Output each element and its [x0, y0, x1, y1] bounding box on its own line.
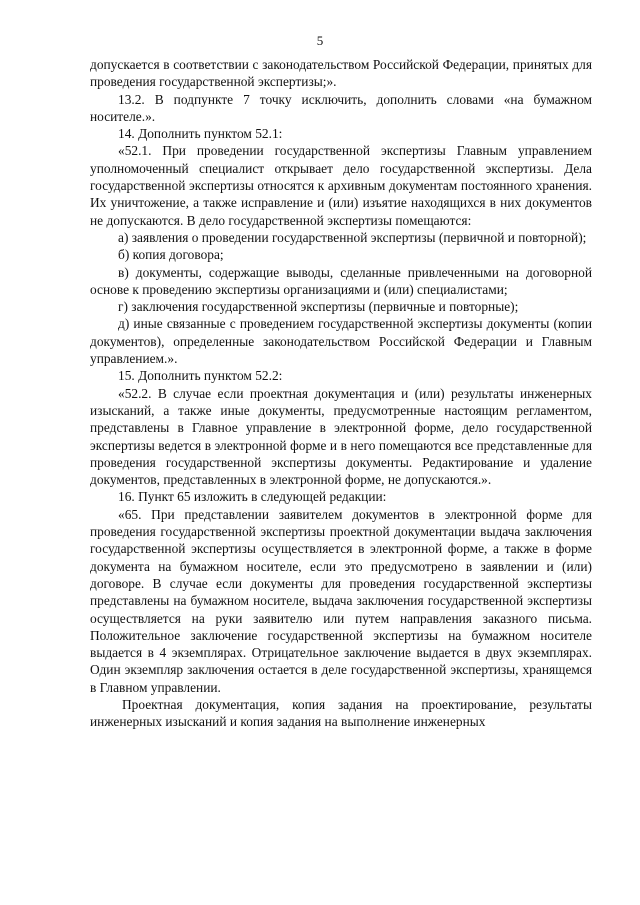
paragraph-52-2: «52.2. В случае если проектная документация и (или) результаты инженерных изысканий, а также иные документы, предусмотренные настоящим регламентом, представлены в Главное управление в электронной форме, дело государственной экспертизы ведется в электронной форме и в него помещаются все представленные для проведения государственной экспертизы документы. Редактирование и удаление документов, представленных в электронной форме, не допускаются.». — [90, 385, 592, 488]
paragraph-15: 15. Дополнить пунктом 52.2: — [118, 368, 283, 384]
list-item-d: д) иные связанные с проведением государственной экспертизы документы (копии документов), определенные законодательством Российской Федерации и Главным управлением.». — [90, 316, 592, 367]
paragraph-project-docs: Проектная документация, копия задания на проектирование, результаты инженерных изысканий и копия задания на выполнение инженерных — [90, 696, 592, 730]
paragraph-52-1: «52.1. При проведении государственной экспертизы Главным управлением уполномоченный специалист открывает дело государственной экспертизы. Дела государственной экспертизы относятся к архивным документам постоянного хранения. Их уничтожение, а также исправление и (или) изъятие находящихся в них документов не допускаются. В дело государственной экспертизы помещаются: — [90, 143, 592, 228]
document-body — [90, 56, 592, 731]
paragraph-16: 16. Пункт 65 изложить в следующей редакции: — [118, 489, 387, 505]
paragraph-65: «65. При представлении заявителем документов в электронной форме для проведения государственной экспертизы проектной документации выдача заключения государственной экспертизы осуществляется в электронной форме, а также в форме документа на бумажном носителе, если это предусмотрено в заявлении и (или) договоре. В случае если документы для проведения государственной экспертизы представлены на бумажном носителе, выдача заключения государственной экспертизы осуществляется на руки заявителю или путем направления заказного письма. Положительное заключение государственной экспертизы на бумажном носителе выдается в 4 экземплярах. Отрицательное заключение выдается в двух экземплярах. Один экземпляр заключения остается в деле государственной экспертизы, хранящемся в Главном управлении. — [90, 506, 592, 695]
list-item-v: в) документы, содержащие выводы, сделанные привлеченными на договорной основе к проведению экспертизы организациями и (или) специалистами; — [90, 264, 592, 297]
paragraph-13-2: 13.2. В подпункте 7 точку исключить, дополнить словами «на бумажном носителе.». — [90, 91, 592, 124]
list-item-b: б) копия договора; — [118, 247, 224, 263]
paragraph-14: 14. Дополнить пунктом 52.1: — [118, 126, 283, 142]
page-number: 5 — [316, 33, 324, 48]
list-item-g: г) заключения государственной экспертизы (первичные и повторные); — [118, 299, 519, 315]
paragraph-continuation: допускается в соответствии с законодательством Российской Федерации, принятых для проведения государственной экспертизы;». — [90, 57, 592, 90]
list-item-a: а) заявления о проведении государственной экспертизы (первичной и повторной); — [118, 229, 587, 245]
